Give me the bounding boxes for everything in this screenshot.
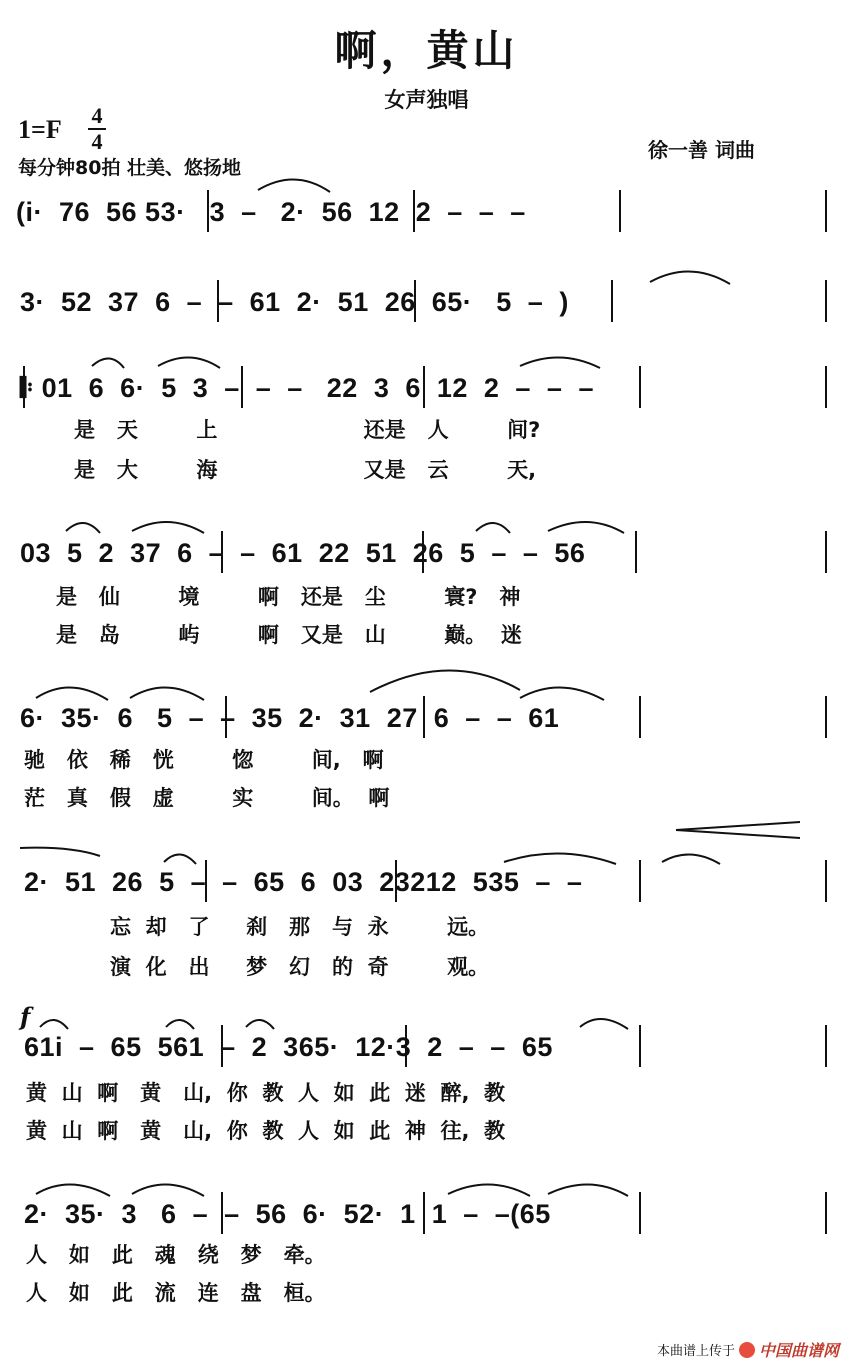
slur xyxy=(132,1184,204,1196)
lyrics-line-4-verse-1: 是 仙 境 啊 还是 尘 寰? 神 xyxy=(56,585,521,609)
slur xyxy=(164,854,196,864)
lyrics-line-7-verse-1: 黄 山 啊 黄 山, 你 教 人 如 此 迷 醉, 教 xyxy=(26,1081,506,1105)
lyrics-line-7-verse-2: 黄 山 啊 黄 山, 你 教 人 如 此 神 往, 教 xyxy=(26,1119,506,1143)
footer-credit xyxy=(657,1338,839,1361)
dynamic-forte: f xyxy=(20,1002,31,1031)
notation-line-4: 03 5 2 37 6 – – 61 22 51 26 5 – – 56 xyxy=(20,538,586,568)
lyrics-line-6-verse-1: 忘 却 了 刹 那 与 永 远。 xyxy=(110,915,490,939)
notation-line-8: 2· 35· 3 6 – – 56 6· 52· 1 1 – –(65 xyxy=(24,1199,551,1229)
lyrics-line-5-verse-1: 驰 依 稀 恍 惚 间, 啊 xyxy=(24,748,384,772)
notation-line-3: 𝄆 01 6 6· 5 3 – – – 22 3 6 12 2 – – – xyxy=(20,373,594,403)
slur xyxy=(448,1184,530,1196)
lyrics-line-6-verse-2: 演 化 出 梦 幻 的 奇 观。 xyxy=(110,955,490,979)
slur xyxy=(258,179,330,192)
site-logo-icon xyxy=(739,1342,755,1358)
tempo-marking: 每分钟80拍 壮美、悠扬地 xyxy=(18,157,242,179)
song-title: 啊，黄山 xyxy=(334,26,519,75)
notation-line-1: (i· 76 56 53· 3 – 2· 56 12 2 – – – xyxy=(16,197,526,227)
slur xyxy=(40,1020,68,1029)
lyrics-line-5-verse-2: 茫 真 假 虚 实 间。 啊 xyxy=(24,786,390,810)
notation-line-5: 6· 35· 6 5 – – 35 2· 31 27 6 – – 61 xyxy=(20,703,560,733)
time-signature-top: 4 xyxy=(91,103,103,128)
slur xyxy=(370,670,520,692)
slur xyxy=(246,1020,274,1029)
slur xyxy=(548,1184,628,1196)
composer-credit: 徐一善 词曲 xyxy=(648,138,755,162)
slur xyxy=(92,358,124,368)
slur xyxy=(132,522,204,533)
slur xyxy=(20,848,100,856)
lyrics-line-3-verse-1: 是 天 上 还是 人 间? xyxy=(74,418,541,442)
lyrics-line-8-verse-1: 人 如 此 魂 绕 梦 牵。 xyxy=(26,1243,326,1267)
slur xyxy=(36,1184,110,1196)
slur xyxy=(548,522,624,533)
lyrics-line-3-verse-2: 是 大 海 又是 云 天, xyxy=(74,458,537,482)
notation-line-2: 3· 52 37 6 – – 61 2· 51 26 65· 5 – ) xyxy=(20,287,569,317)
key-signature: 1=F xyxy=(18,115,62,144)
slur xyxy=(158,357,220,368)
slur xyxy=(520,357,600,368)
slur xyxy=(580,1019,628,1029)
footer-prefix: 本曲谱上传于 xyxy=(656,1344,735,1359)
notation-line-6: 2· 51 26 5 – – 65 6 03 23212 535 – – xyxy=(24,867,583,897)
slur xyxy=(476,523,510,533)
slur xyxy=(504,853,616,864)
lyrics-line-8-verse-2: 人 如 此 流 连 盘 桓。 xyxy=(26,1281,326,1305)
slur xyxy=(130,687,204,700)
slur xyxy=(36,687,108,700)
slur xyxy=(66,523,100,533)
slur xyxy=(166,1020,194,1029)
slur xyxy=(662,854,720,864)
slur xyxy=(520,687,604,700)
song-subtitle: 女声独唱 xyxy=(384,88,469,112)
crescendo xyxy=(676,822,800,838)
time-signature-bottom: 4 xyxy=(91,129,103,154)
footer-site-name: 中国曲谱网 xyxy=(758,1341,839,1360)
slur xyxy=(650,271,730,284)
lyrics-line-4-verse-2: 是 岛 屿 啊 又是 山 巅。 迷 xyxy=(56,623,522,647)
notation-line-7: 61i – 65 561 – 2 365· 12·3 2 – – 65 xyxy=(24,1032,553,1062)
